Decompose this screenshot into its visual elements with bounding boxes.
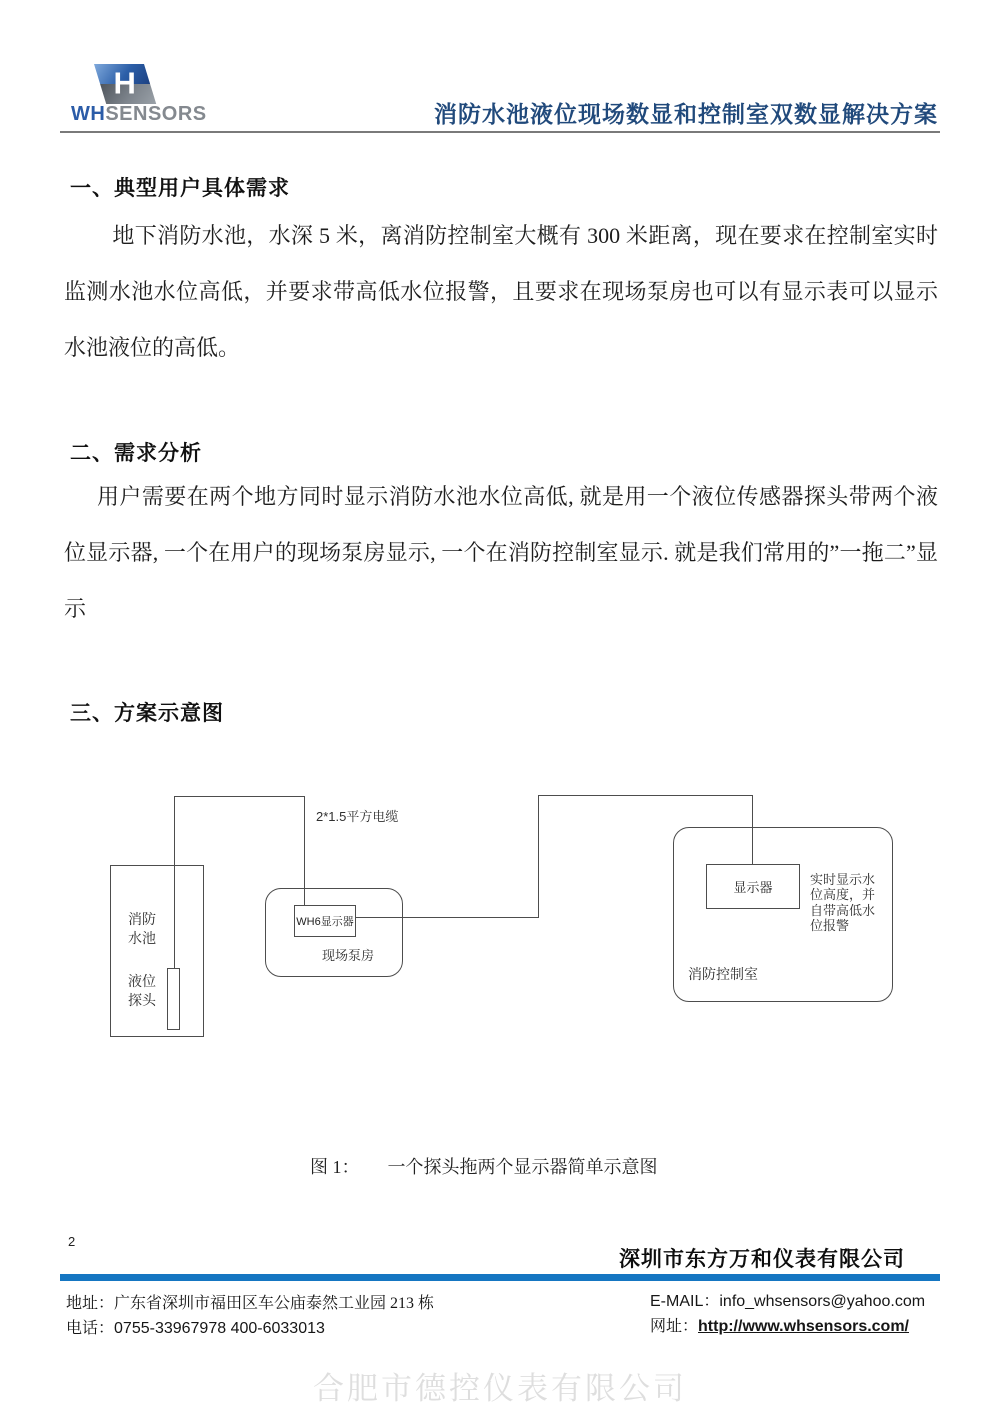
footer-website-row: [650, 1313, 909, 1336]
footer-address-row: [66, 1290, 434, 1313]
website-label: 网址：: [650, 1318, 699, 1335]
document-title: 消防水池液位现场数显和控制室双数显解决方案: [434, 101, 938, 127]
section-1-paragraph: 地下消防水池，水深 5 米，离消防控制室大概有 300 米距离，现在要求在控制室实时监测水池水位高低，并要求带高低水位报警，且要求在现场泵房也可以有显示表可以显示水池液位的高低。: [64, 223, 938, 360]
logo-wordmark-sensors: SENSORS: [105, 103, 207, 125]
section-2-paragraph: 用户需要在两个地方同时显示消防水池水位高低, 就是用一个液位传感器探头带两个液位显示器, 一个在用户的现场泵房显示, 一个在消防控制室显示. 就是我们常用的”一拖二”显示: [64, 484, 938, 621]
fire-pool-label: 消防水池: [128, 911, 156, 946]
cable-line: [174, 796, 305, 797]
wh6-display-label: WH6显示器: [296, 916, 354, 928]
logo-wordmark: [71, 103, 207, 126]
footer-email-row: [650, 1288, 925, 1311]
logo-h-letter: H: [113, 65, 136, 101]
address-value: 广东省深圳市福田区车公庙泰然工业园 213 栋: [114, 1295, 435, 1312]
cable-spec-label: 2*1.5平方电缆: [316, 809, 399, 824]
section-1-heading: 一、典型用户具体需求: [70, 177, 290, 200]
control-room-label: 消防控制室: [688, 966, 758, 982]
section-2-heading: 二、需求分析: [70, 442, 202, 465]
pump-room-label: 现场泵房: [322, 948, 375, 963]
address-label: 地址：: [66, 1295, 115, 1312]
email-label: E-MAIL：: [650, 1293, 720, 1310]
header-divider: [60, 131, 940, 133]
display-note: 实时显示水位高度，并自带高低水位报警: [810, 872, 876, 933]
schematic-diagram: [0, 780, 1000, 1080]
control-display-box: [706, 864, 800, 909]
level-probe-label: 液位探头: [128, 973, 156, 1008]
phone-label: 电话：: [66, 1320, 115, 1337]
wh6-display-box: [294, 905, 356, 937]
website-link[interactable]: http://www.whsensors.com/: [698, 1318, 909, 1335]
figure-caption: [310, 1153, 658, 1179]
phone-value: 0755-33967978 400-6033013: [114, 1320, 325, 1337]
footer-company-name: 深圳市东方万和仪表有限公司: [619, 1248, 905, 1271]
figure-caption-number: 图 1：: [310, 1157, 360, 1177]
cable-line: [538, 795, 753, 796]
control-display-label: 显示器: [733, 880, 773, 895]
fire-pool-box: [110, 865, 204, 1037]
level-probe-shape: [167, 968, 180, 1030]
cable-line: [538, 795, 539, 918]
page-number: 2: [68, 1234, 76, 1249]
footer-divider-bar: [60, 1274, 940, 1281]
email-value: info_whsensors@yahoo.com: [719, 1293, 926, 1310]
logo-wordmark-wh: WH: [71, 103, 106, 125]
watermark: 合肥市德控仪表有限公司: [313, 1371, 687, 1406]
footer-phone-row: [66, 1315, 325, 1338]
company-logo-icon: [94, 64, 156, 104]
section-3-heading: 三、方案示意图: [70, 702, 224, 725]
figure-caption-text: 一个探头拖两个显示器简单示意图: [387, 1157, 658, 1177]
